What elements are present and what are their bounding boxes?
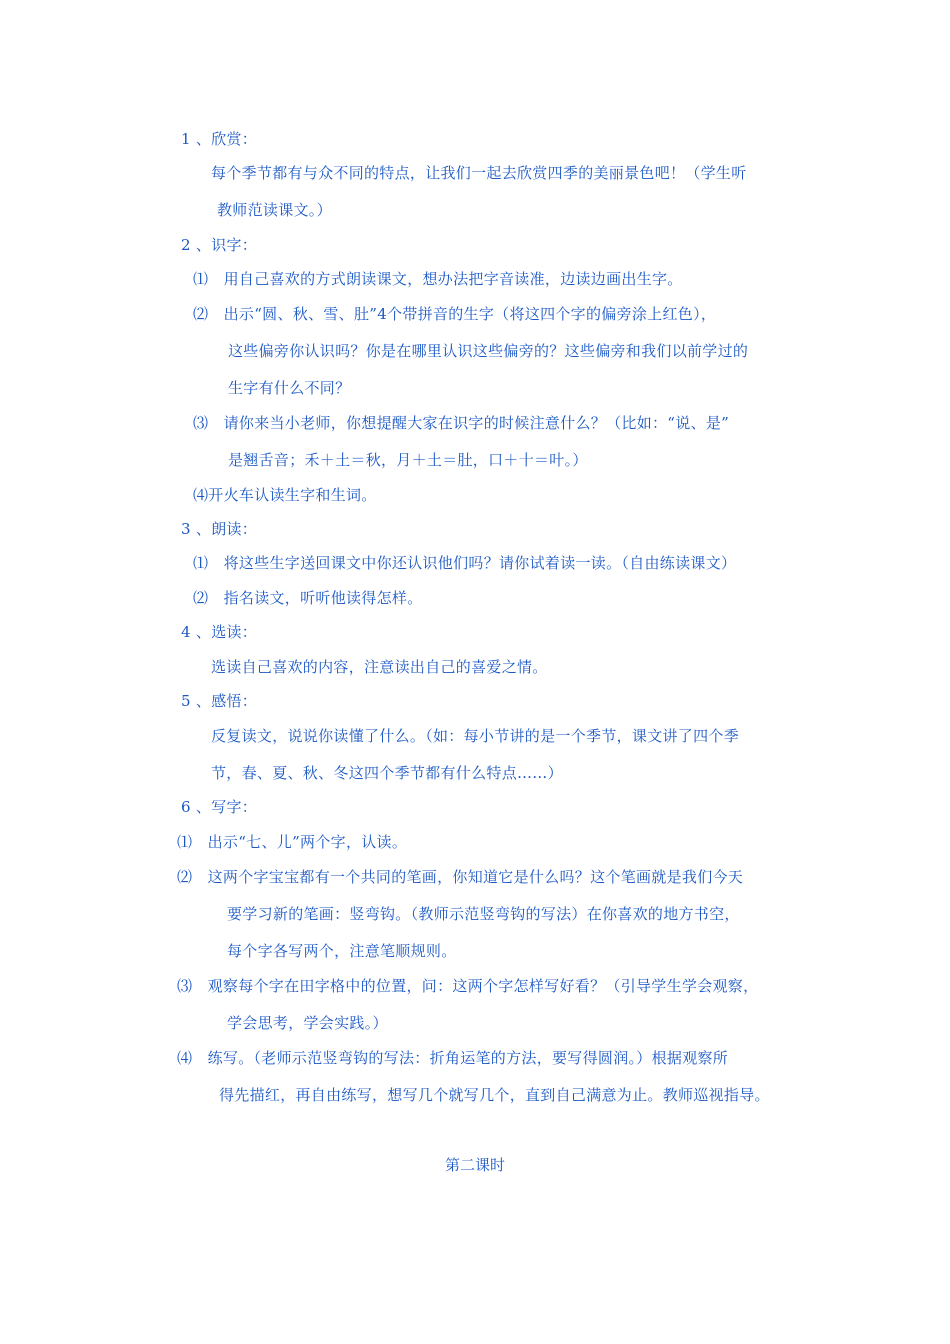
- section-1-text-line-1: 每个季节都有与众不同的特点，让我们一起去欣赏四季的美丽景色吧！（学生听: [211, 164, 747, 182]
- section-2-item-3-line-2: 是翘舌音；禾＋土＝秋，月＋土＝肚，口＋十＝叶。）: [228, 451, 588, 469]
- section-5-text-line-2: 节，春、夏、秋、冬这四个季节都有什么特点……）: [211, 764, 563, 782]
- section-4-heading: 4 、选读：: [181, 623, 258, 641]
- section-3-item-1: ⑴ 将这些生字送回课文中你还认识他们吗？请你试着读一读。（自由练读课文）: [193, 554, 737, 572]
- section-6-item-2-line-2: 要学习新的笔画：竖弯钩。（教师示范竖弯钩的写法）在你喜欢的地方书空，: [227, 905, 740, 923]
- section-6-item-2-line-1: ⑵ 这两个字宝宝都有一个共同的笔画，你知道它是什么吗？这个笔画就是我们今天: [177, 868, 744, 886]
- section-3-item-2: ⑵ 指名读文，听听他读得怎样。: [193, 589, 423, 607]
- section-4-text: 选读自己喜欢的内容，注意读出自己的喜爱之情。: [211, 658, 548, 676]
- section-6-item-3-line-1: ⑶ 观察每个字在田字格中的位置，问：这两个字怎样写好看？（引导学生学会观察，: [177, 977, 759, 995]
- section-1-heading: 1 、欣赏：: [181, 130, 258, 148]
- section-6-item-2-line-3: 每个字各写两个，注意笔顺规则。: [227, 942, 457, 960]
- section-5-text-line-1: 反复读文，说说你读懂了什么。（如：每小节讲的是一个季节，课文讲了四个季: [211, 727, 740, 745]
- section-2-item-2-line-2: 这些偏旁你认识吗？你是在哪里认识这些偏旁的？这些偏旁和我们以前学过的: [228, 342, 749, 360]
- section-3-heading: 3 、朗读：: [181, 520, 258, 538]
- next-lesson-title: 第二课时: [444, 1156, 505, 1174]
- section-2-item-2-line-3: 生字有什么不同？: [228, 379, 351, 397]
- section-6-item-3-line-2: 学会思考，学会实践。）: [227, 1014, 388, 1032]
- section-1-text-line-2: 教师范读课文。）: [217, 201, 332, 219]
- section-2-item-3-line-1: ⑶ 请你来当小老师，你想提醒大家在识字的时候注意什么？（比如：“说、是”: [193, 414, 730, 432]
- section-5-heading: 5 、感悟：: [181, 692, 258, 710]
- section-6-item-4-line-1: ⑷ 练写。（老师示范竖弯钩的写法：折角运笔的方法，要写得圆润。）根据观察所: [177, 1049, 729, 1067]
- section-2-item-1: ⑴ 用自己喜欢的方式朗读课文，想办法把字音读准，边读边画出生字。: [193, 270, 683, 288]
- section-2-item-4: ⑷开火车认读生字和生词。: [193, 486, 377, 504]
- section-2-item-2-line-1: ⑵ 出示“圆、秋、雪、肚”4个带拼音的生字（将这四个字的偏旁涂上红色），: [193, 305, 717, 323]
- section-6-item-1: ⑴ 出示“七、儿”两个字，认读。: [177, 833, 408, 851]
- section-6-heading: 6 、写字：: [181, 798, 258, 816]
- section-2-heading: 2 、识字：: [181, 236, 258, 254]
- section-6-item-4-line-2: 得先描红，再自由练写，想写几个就写几个，直到自己满意为止。教师巡视指导。: [219, 1086, 770, 1104]
